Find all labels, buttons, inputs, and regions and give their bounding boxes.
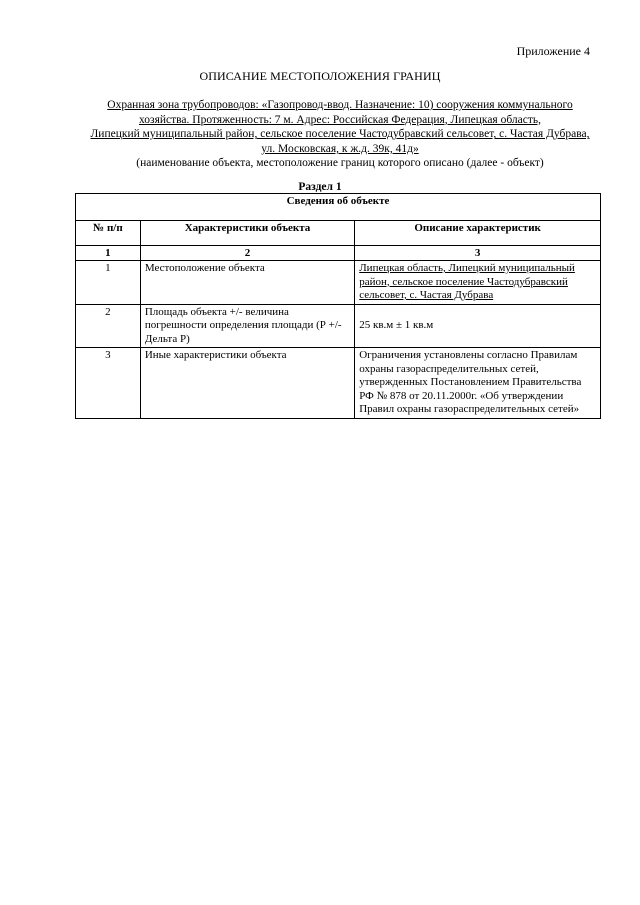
row-num: 2 xyxy=(76,304,141,348)
table-header-row xyxy=(76,221,601,246)
table-row xyxy=(76,348,601,419)
object-line-3: Липецкий муниципальный район, сельское поселение Частодубравский сельсовет, с. Частая Дубрава, xyxy=(90,128,590,141)
object-line-4: ул. Московская, к ж.д. 39к, 41д» xyxy=(261,142,419,155)
appendix-label: Приложение 4 xyxy=(516,44,590,58)
column-header-num: № п/п xyxy=(76,221,141,246)
column-number-row xyxy=(76,246,601,261)
table-row xyxy=(76,304,601,348)
table-caption: Сведения об объекте xyxy=(76,194,601,221)
row-characteristic: Площадь объекта +/- величина погрешности определения площади (Р +/- Дельта Р) xyxy=(140,304,354,348)
column-number-1: 1 xyxy=(76,246,141,261)
column-header-characteristic: Характеристики объекта xyxy=(140,221,354,246)
table-caption-row xyxy=(76,194,601,221)
document-title: ОПИСАНИЕ МЕСТОПОЛОЖЕНИЯ ГРАНИЦ xyxy=(199,69,441,83)
row-characteristic: Иные характеристики объекта xyxy=(140,348,354,419)
column-header-description: Описание характеристик xyxy=(355,221,601,246)
row-description: Липецкая область, Липецкий муниципальный район, сельское поселение Частодубравский сельсовет, с. Частая Дубрава xyxy=(355,261,601,305)
object-line-2: хозяйства. Протяженность: 7 м. Адрес: Российская Федерация, Липецкая область, xyxy=(138,113,542,126)
column-number-2: 2 xyxy=(140,246,354,261)
row-num: 3 xyxy=(76,348,141,419)
object-caption: (наименование объекта, местоположение границ которого описано (далее - объект) xyxy=(136,157,544,170)
row-num: 1 xyxy=(76,261,141,305)
row-description: 25 кв.м ± 1 кв.м xyxy=(355,304,601,348)
row-description: Ограничения установлены согласно Правилам охраны газораспределительных сетей, утвержденных Постановлением Правительства РФ № 878 от 20.11.2000г. «Об утверждении Правил охраны газораспределительных сетей» xyxy=(355,348,601,419)
row-characteristic: Местоположение объекта xyxy=(140,261,354,305)
object-info-table xyxy=(75,193,601,419)
table-row xyxy=(76,261,601,305)
column-number-3: 3 xyxy=(355,246,601,261)
object-line-1: Охранная зона трубопроводов: «Газопровод-ввод. Назначение: 10) сооружения коммунального xyxy=(107,99,573,111)
section-title: Раздел 1 xyxy=(298,181,342,193)
object-description xyxy=(60,98,620,171)
